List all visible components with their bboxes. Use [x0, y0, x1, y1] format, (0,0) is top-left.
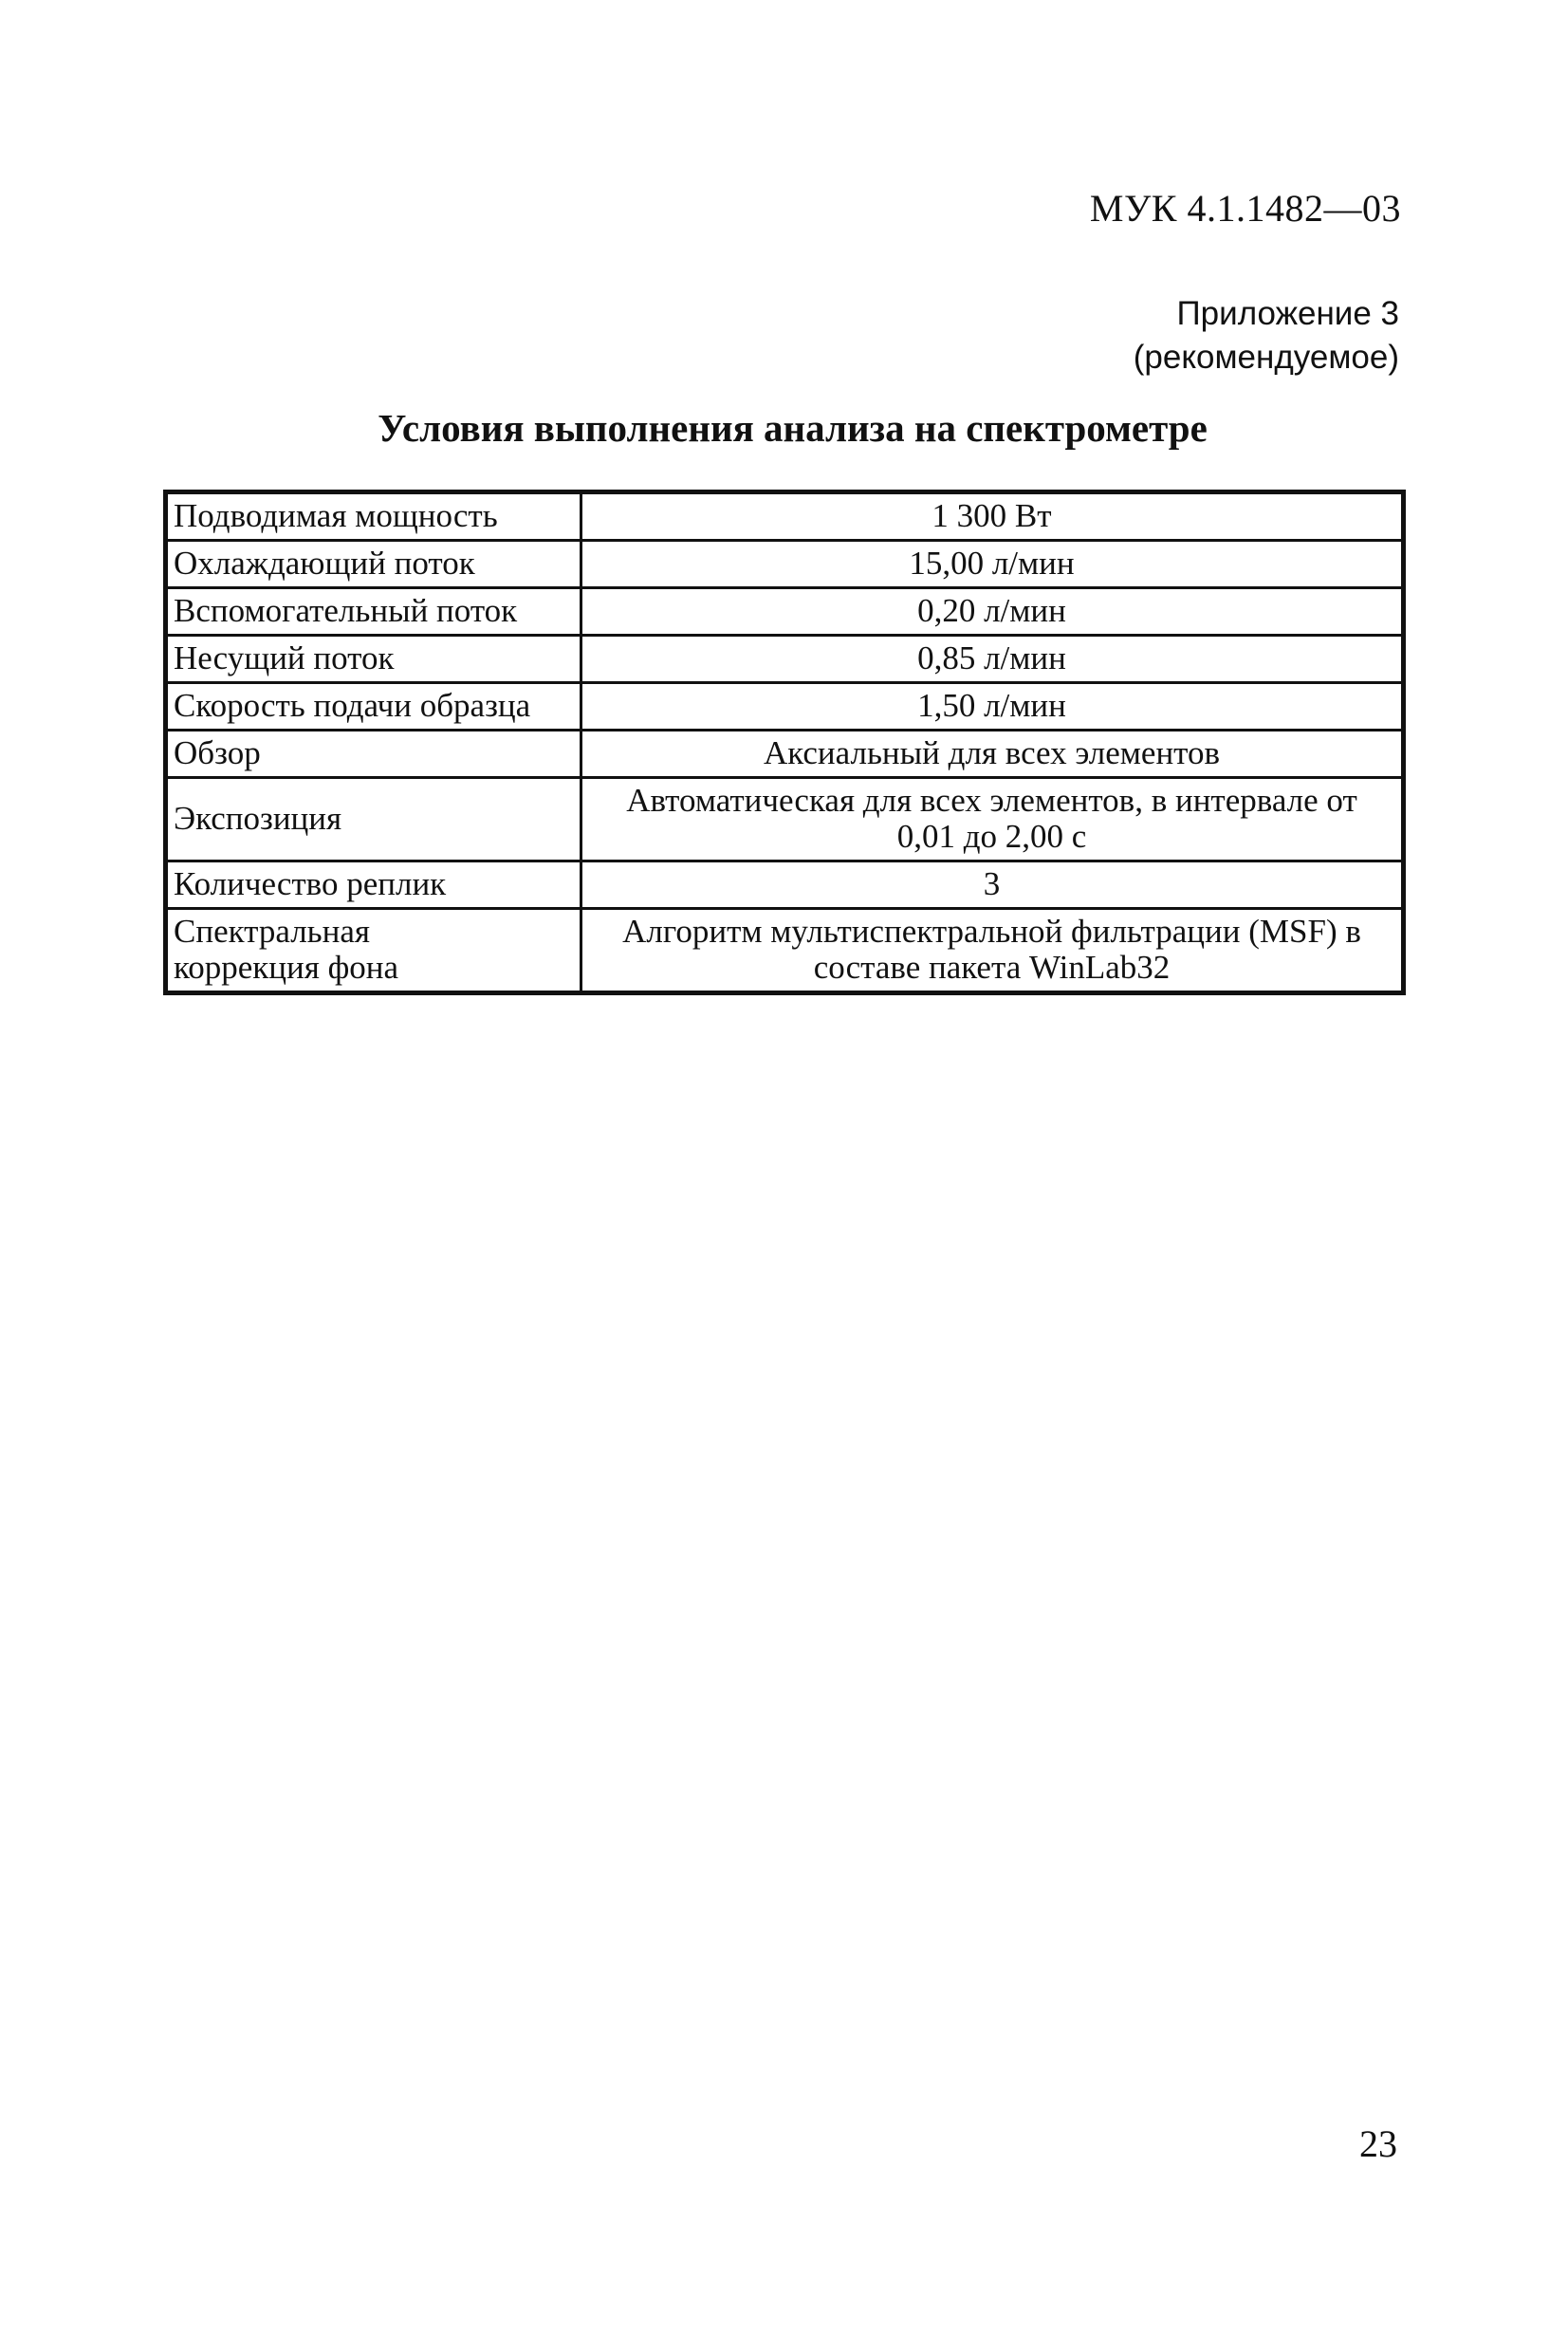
conditions-table [163, 490, 1406, 995]
table-row [166, 731, 1404, 778]
table-row [166, 636, 1404, 683]
value-line: 0,01 до 2,00 с [896, 818, 1087, 855]
page-title: Условия выполнения анализа на спектрометре [378, 406, 1208, 450]
param-line: коррекция фона [174, 949, 399, 986]
value-line: Алгоритм мультиспектральной фильтрации (MSF) в [622, 913, 1361, 950]
table-row [166, 588, 1404, 636]
page-number: 23 [1359, 2122, 1397, 2165]
table-row [166, 778, 1404, 861]
value-cell: 1,50 л/мин [581, 683, 1404, 731]
param-line: Спектральная [174, 913, 371, 950]
value-cell: Аксиальный для всех элементов [581, 731, 1404, 778]
value-cell: 3 [581, 861, 1404, 909]
value-cell [581, 909, 1404, 993]
appendix-label [1134, 292, 1399, 380]
table-row [166, 683, 1404, 731]
value-cell: 0,20 л/мин [581, 588, 1404, 636]
table-row [166, 909, 1404, 993]
param-cell: Обзор [166, 731, 581, 778]
table-row [166, 861, 1404, 909]
param-cell: Количество реплик [166, 861, 581, 909]
param-cell: Подводимая мощность [166, 492, 581, 541]
value-cell: 0,85 л/мин [581, 636, 1404, 683]
param-cell: Скорость подачи образца [166, 683, 581, 731]
table-row [166, 541, 1404, 588]
value-cell: 1 300 Вт [581, 492, 1404, 541]
value-line: Автоматическая для всех элементов, в интервале от [626, 782, 1357, 819]
table-row [166, 492, 1404, 541]
param-cell: Вспомогательный поток [166, 588, 581, 636]
param-cell [166, 909, 581, 993]
param-cell: Экспозиция [166, 778, 581, 861]
value-cell: 15,00 л/мин [581, 541, 1404, 588]
param-cell: Несущий поток [166, 636, 581, 683]
appendix-status: (рекомендуемое) [1133, 339, 1399, 376]
appendix-number: Приложение 3 [1176, 295, 1399, 332]
document-code: МУК 4.1.1482—03 [1089, 187, 1401, 230]
value-line: составе пакета WinLab32 [813, 949, 1171, 986]
value-cell [581, 778, 1404, 861]
param-cell: Охлаждающий поток [166, 541, 581, 588]
